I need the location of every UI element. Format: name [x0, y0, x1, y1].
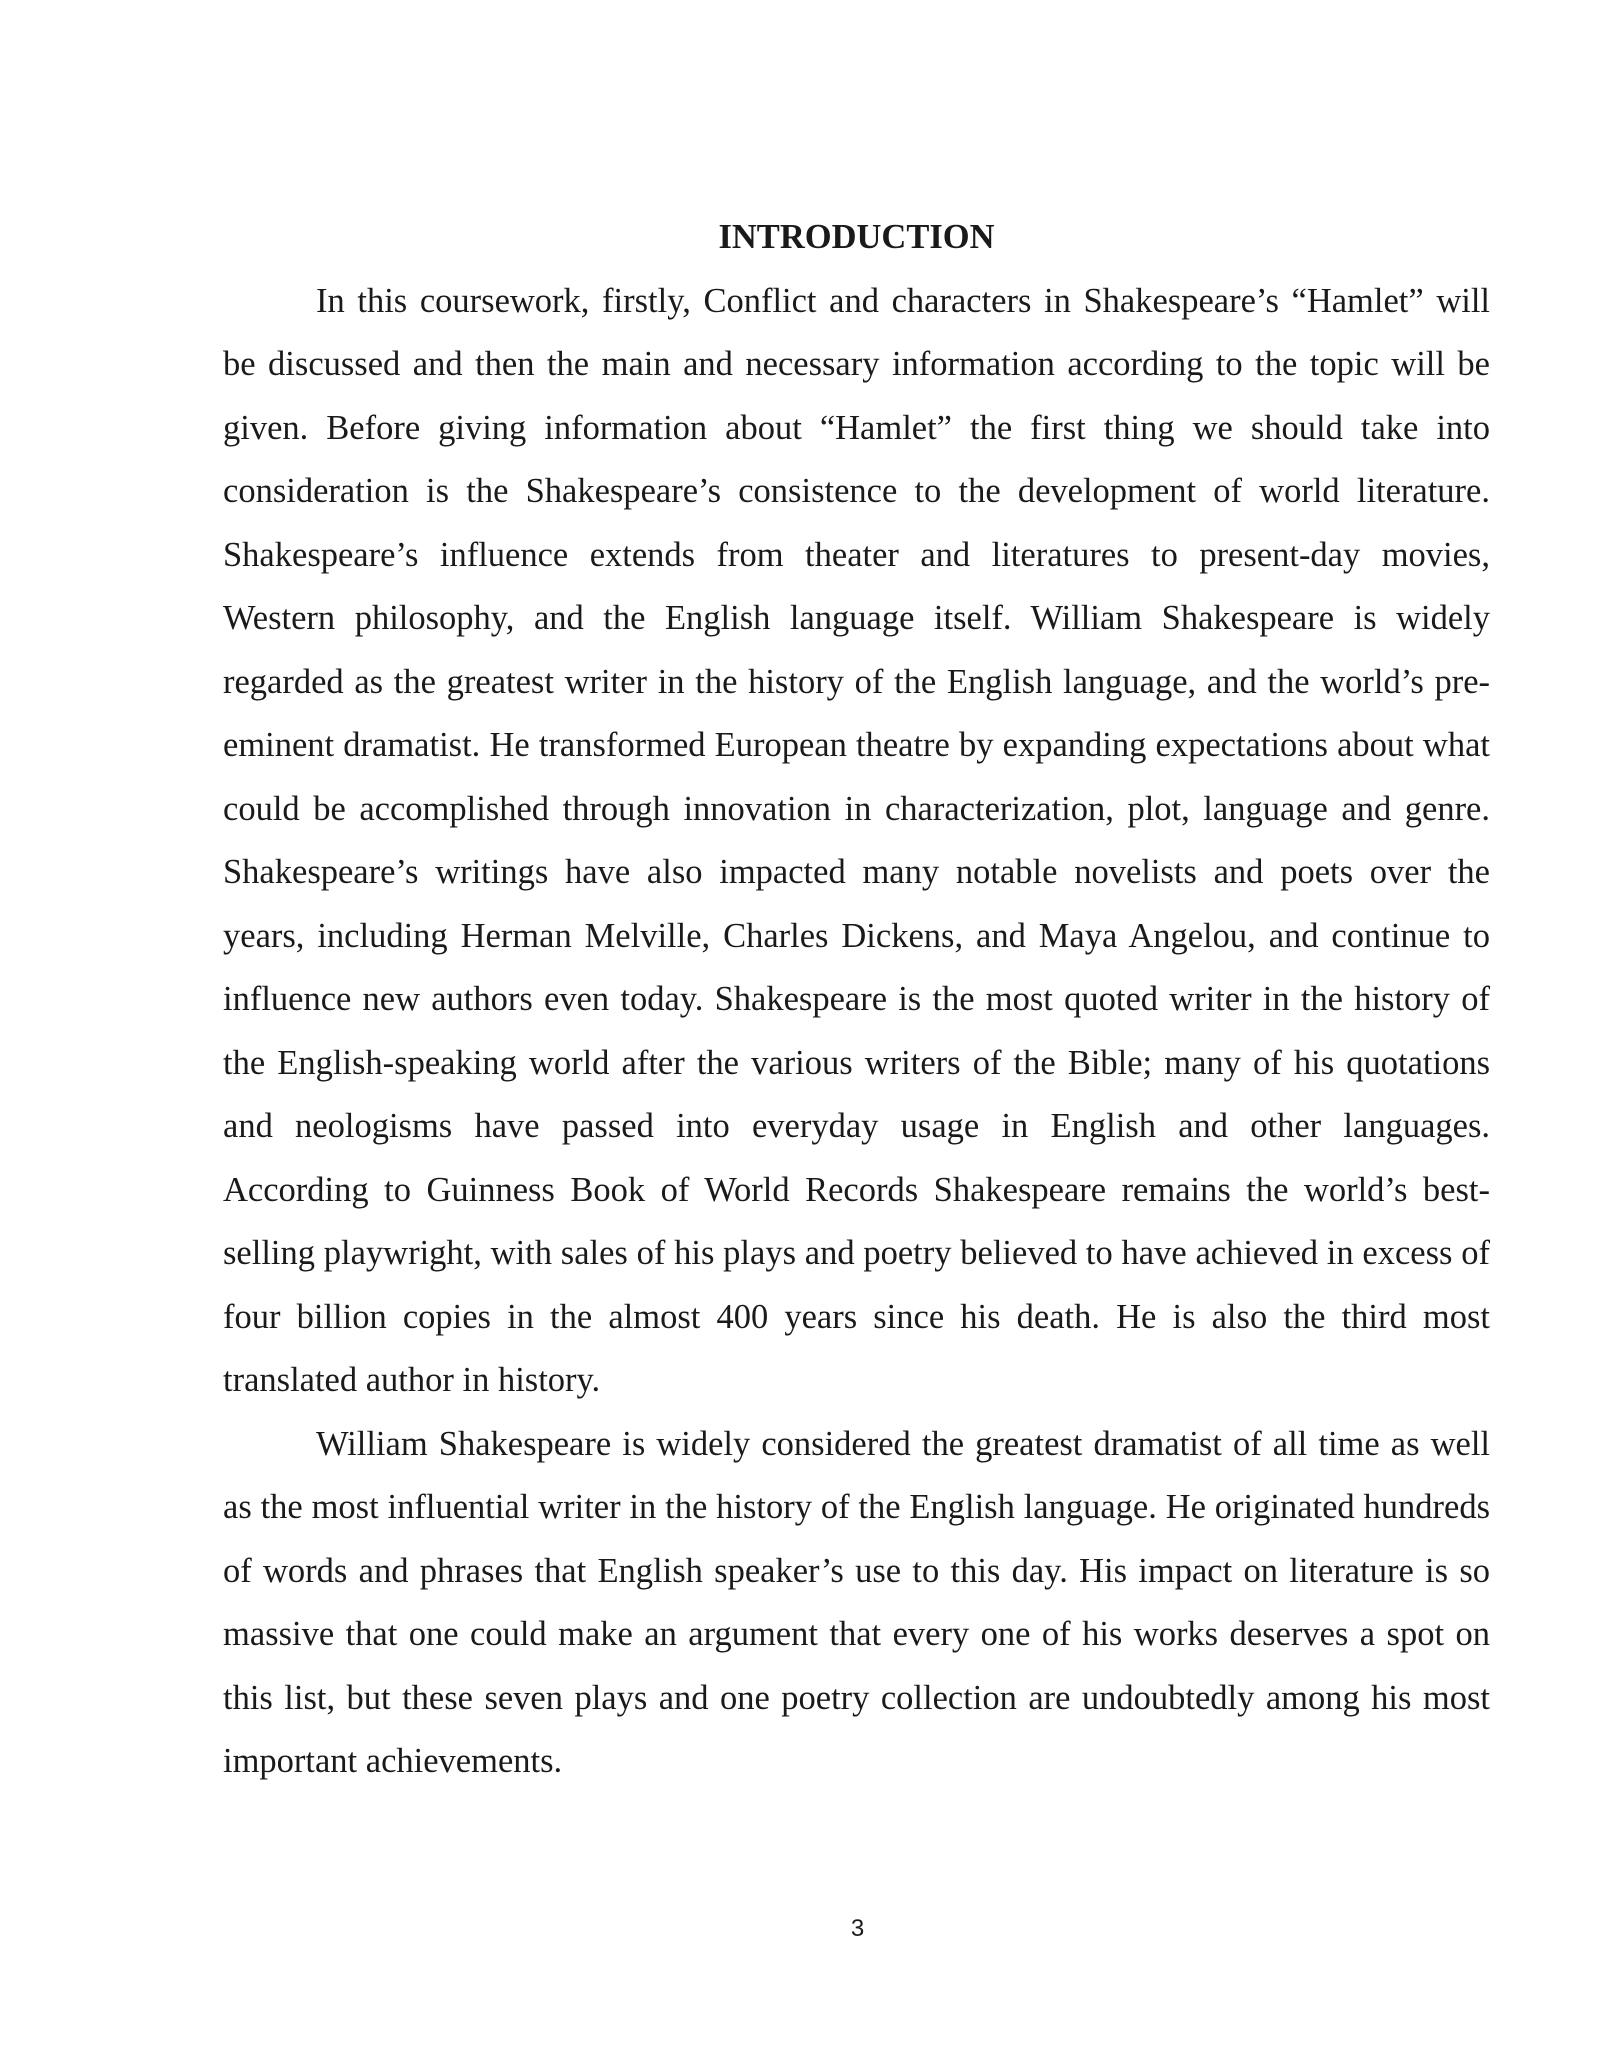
page-number: 3 [850, 1915, 865, 1942]
paragraph-1: In this coursework, firstly, Conflict and characters in Shakespeare’s “Hamlet” will be discussed and then the main and necessary information according to the topic will be given. Before giving information about “Hamlet” the first thing we should take into consideration is the Shakespeare’s consistence to the development of world literature. Shakespeare’s influence extends from theater and literatures to present-day movies, Western philosophy, and the English language itself. William Shakespeare is widely regarded as the greatest writer in the history of the English language, and the world’s pre-eminent dramatist. He transformed European theatre by expanding expectations about what could be accomplished through innovation in characterization, plot, language and genre. Shakespeare’s writings have also impacted many notable novelists and poets over the years, including Herman Melville, Charles Dickens, and Maya Angelou, and continue to influence new authors even today. Shakespeare is the most quoted writer in the history of the English-speaking world after the various writers of the Bible; many of his quotations and neologisms have passed into everyday usage in English and other languages. According to Guinness Book of World Records Shakespeare remains the world’s best-selling playwright, with sales of his plays and poetry believed to have achieved in excess of four billion copies in the almost 400 years since his death. He is also the third most translated author in history. [223, 281, 1490, 1399]
section-heading: INTRODUCTION [718, 218, 995, 256]
page-body [223, 206, 1490, 1794]
paragraph-2: William Shakespeare is widely considered the greatest dramatist of all time as well as the most influential writer in the history of the English language. He originated hundreds of words and phrases that English speaker’s use to this day. His impact on literature is so massive that one could make an argument that every one of his works deserves a spot on this list, but these seven plays and one poetry collection are undoubtedly among his most important achievements. [223, 1424, 1490, 1780]
